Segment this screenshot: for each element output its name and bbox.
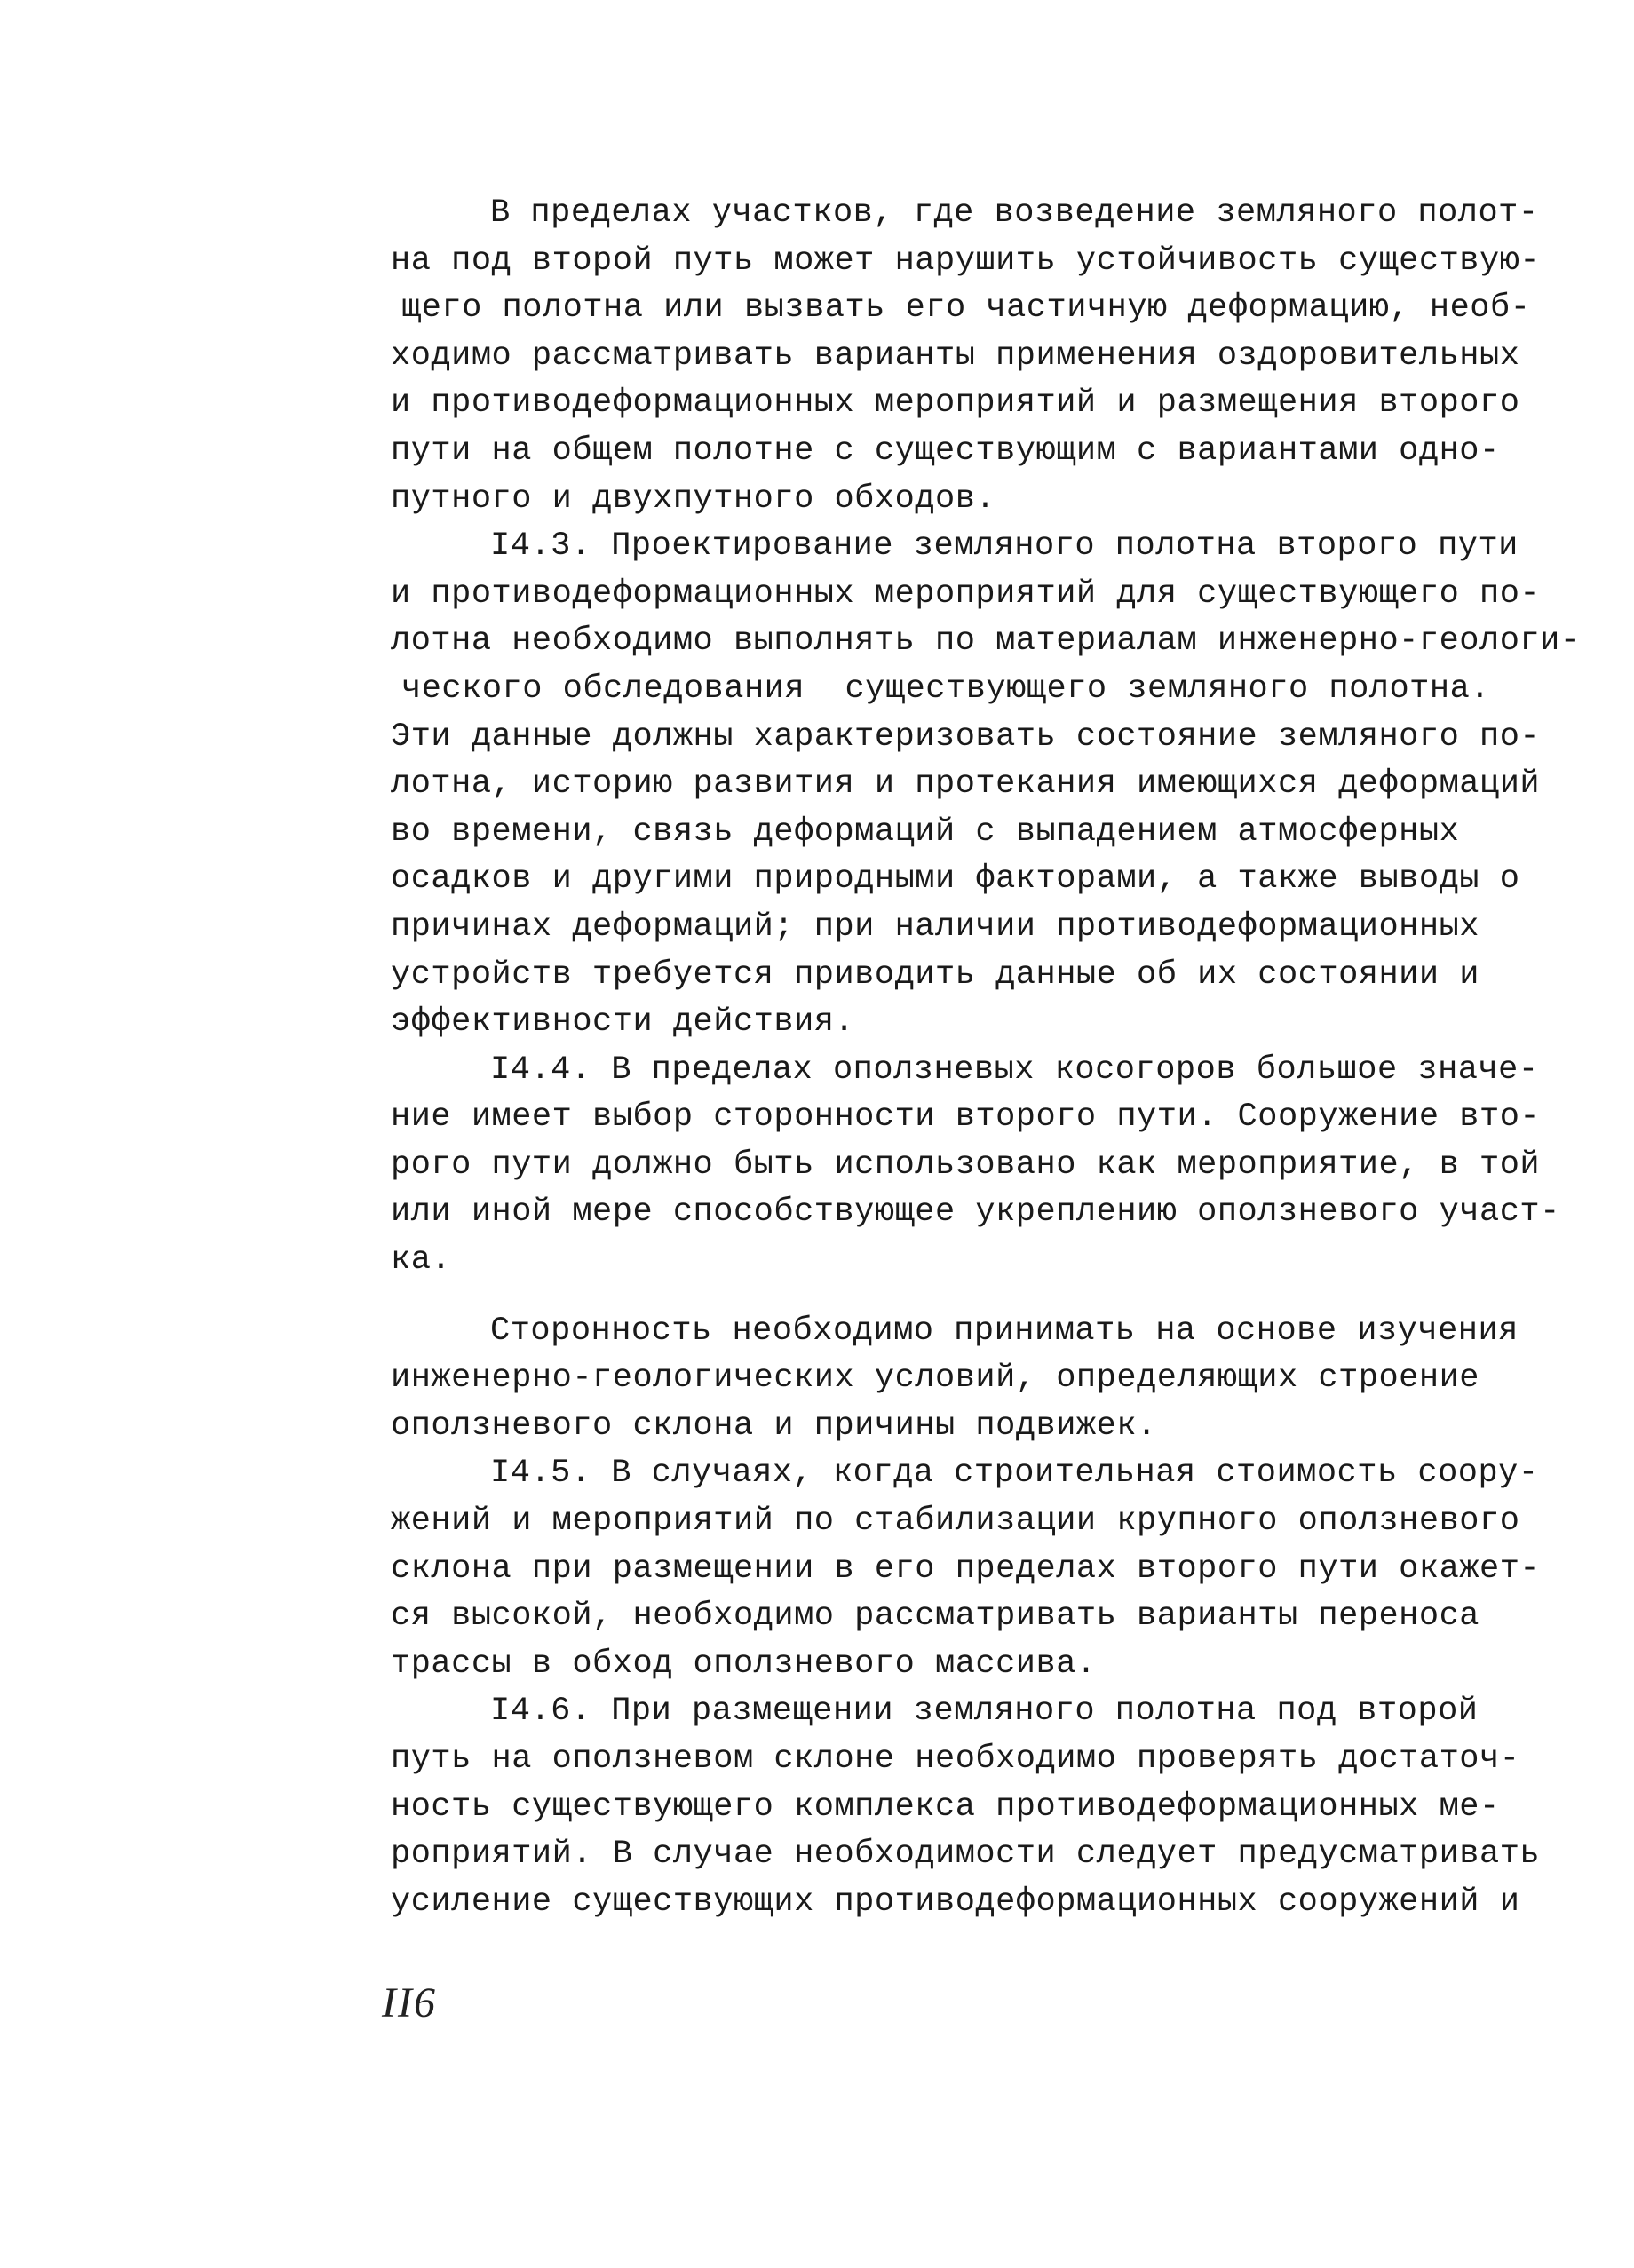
text-line: Эти данные должны характеризовать состояние земляного по-: [391, 718, 1541, 756]
text-line: трассы в обход оползневого массива.: [391, 1645, 1097, 1683]
section-14-5-heading-line: I4.5. В случаях, когда строительная стоимость соору-: [490, 1455, 1539, 1493]
text-line: В пределах участков, где возведение земляного полот-: [490, 194, 1539, 232]
text-line: эффективности действия.: [391, 1003, 855, 1042]
text-line: жений и мероприятий по стабилизации крупного оползневого: [391, 1503, 1520, 1541]
text-line: осадков и другими природными факторами, а также выводы о: [391, 860, 1520, 899]
text-line: усиление существующих противодеформационных сооружений и: [391, 1883, 1520, 1921]
text-line: устройств требуется приводить данные об их состоянии и: [391, 956, 1479, 994]
text-line: оползневого склона и причины подвижек.: [391, 1407, 1157, 1445]
text-line: ние имеет выбор сторонности второго пути. Сооружение вто-: [391, 1098, 1541, 1137]
section-14-3-heading-line: I4.3. Проектирование земляного полотна второго пути: [490, 527, 1519, 566]
text-line: ка.: [391, 1241, 452, 1280]
text-line: роприятий. В случае необходимости следует предусматривать: [391, 1836, 1541, 1874]
section-14-4-heading-line: I4.4. В пределах оползневых косогоров большое значе-: [490, 1051, 1539, 1089]
text-line: или иной мере способствующее укреплению оползневого участ-: [391, 1193, 1560, 1232]
text-line: инженерно-геологических условий, определяющих строение: [391, 1360, 1479, 1398]
text-line: рого пути должно быть использовано как мероприятие, в той: [391, 1146, 1541, 1184]
text-line: путного и двухпутного обходов.: [391, 480, 996, 518]
document-body: [391, 190, 1581, 1926]
text-line: во времени, связь деформаций с выпадением атмосферных: [391, 813, 1460, 851]
text-line: и противодеформационных мероприятий и размещения второго: [391, 385, 1520, 423]
text-line: путь на оползневом склоне необходимо проверять достаточ-: [391, 1741, 1520, 1778]
text-line: лотна необходимо выполнять по материалам инженерно-геологи-: [391, 623, 1581, 661]
text-line: причинах деформаций; при наличии противодеформационных: [391, 908, 1479, 946]
text-line: ся высокой, необходимо рассматривать варианты переноса: [391, 1598, 1479, 1636]
page-number: II6: [382, 1979, 437, 2026]
text-line: пути на общем полотне с существующим с вариантами одно-: [391, 432, 1500, 470]
section-14-6-heading-line: I4.6. При размещении земляного полотна под второй: [490, 1693, 1479, 1731]
text-line: Сторонность необходимо принимать на основе изучения: [490, 1312, 1519, 1350]
text-line: ность существующего комплекса противодеформационных ме-: [391, 1788, 1500, 1826]
text-line: склона при размещении в его пределах второго пути окажет-: [391, 1550, 1541, 1588]
text-line: на под второй путь может нарушить устойчивость существую-: [391, 242, 1541, 280]
text-line: щего полотна или вызвать его частичную деформацию, необ-: [401, 289, 1531, 328]
text-line: лотна, историю развития и протекания имеющихся деформаций: [391, 765, 1541, 804]
paragraph-gap: [391, 1285, 1563, 1308]
text-line: ходимо рассматривать варианты применения оздоровительных: [391, 337, 1520, 375]
text-line: ческого обследования существующего земляного полотна.: [401, 670, 1490, 708]
text-line: и противодеформационных мероприятий для существующего по-: [391, 575, 1541, 613]
